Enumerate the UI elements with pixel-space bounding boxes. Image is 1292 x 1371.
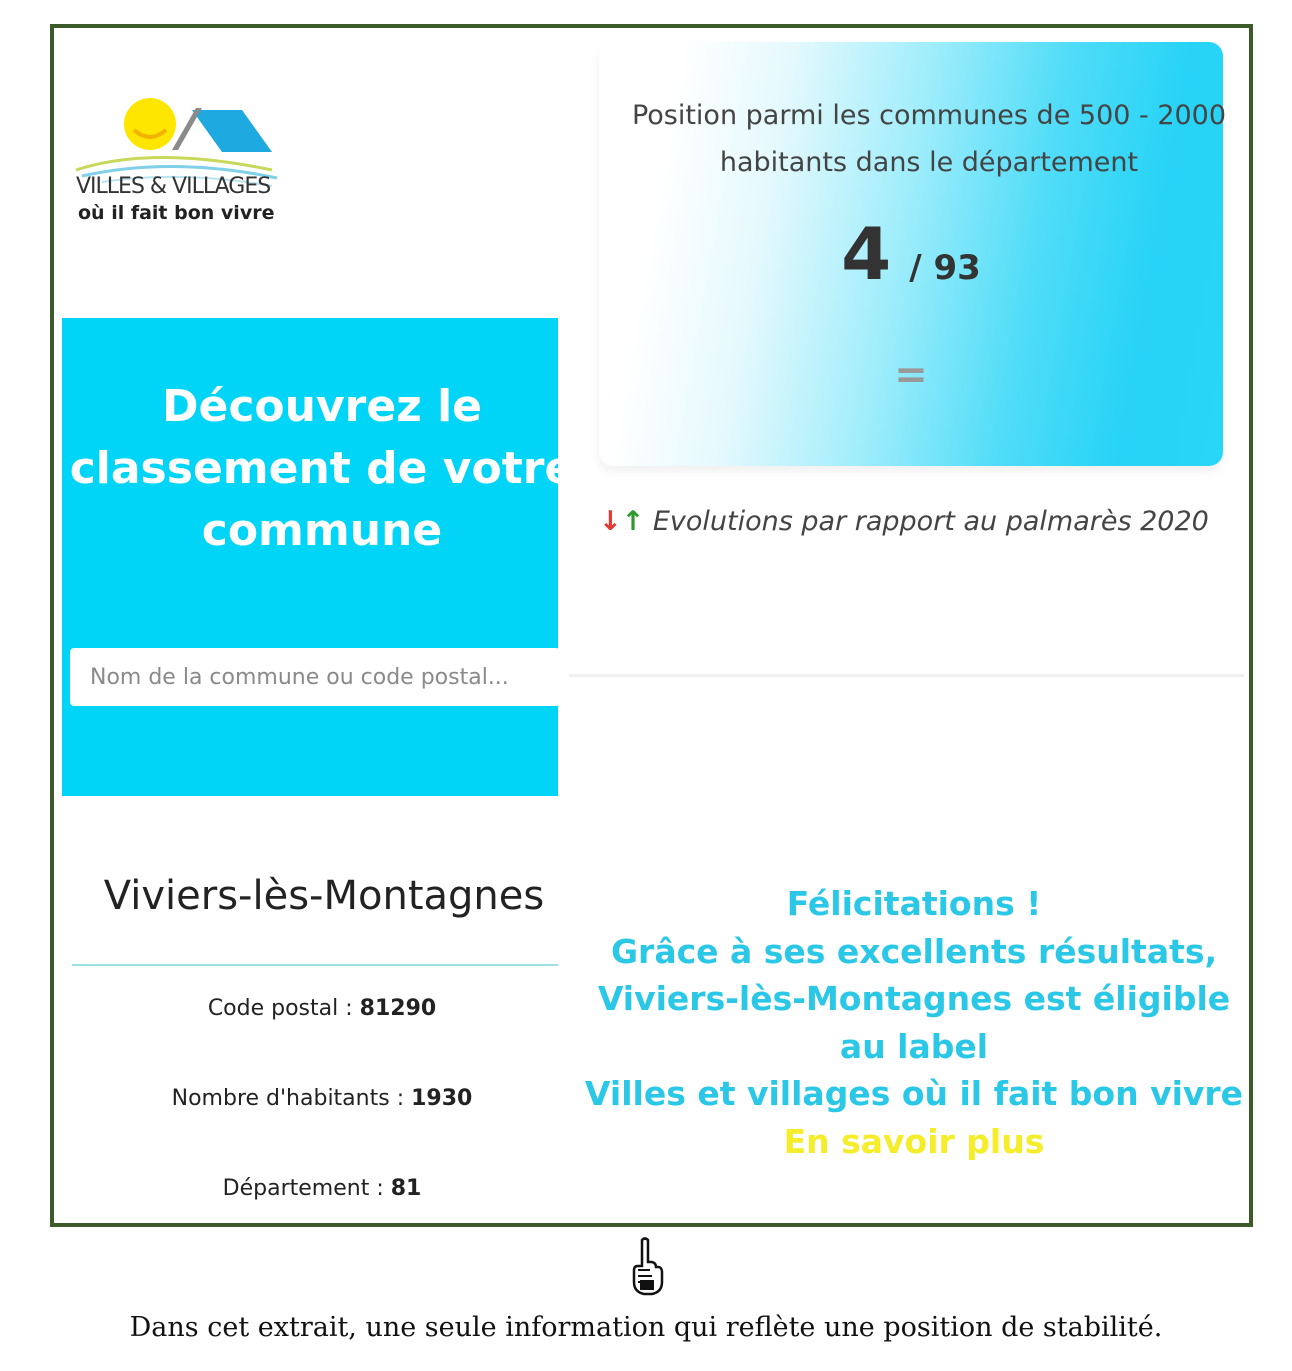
- trend-equal-icon: =: [894, 352, 928, 398]
- commune-search-input[interactable]: [70, 648, 560, 706]
- congrats-line: Villes et villages où il fait bon vivre: [584, 1074, 1244, 1113]
- learn-more-link[interactable]: En savoir plus: [783, 1121, 1045, 1161]
- congratulations-block: [584, 880, 1244, 1165]
- arrow-up-icon: ↑: [621, 506, 645, 537]
- evolution-text: Evolutions par rapport au palmarès 2020: [652, 506, 1209, 537]
- congrats-line: au label: [839, 1026, 989, 1066]
- position-title: Position parmi les communes de 500 - 2000 habitants dans le département: [631, 100, 1227, 178]
- logo-title: VILLES & VILLAGES: [76, 174, 271, 199]
- department-row: [72, 1176, 572, 1201]
- search-title: Découvrez le classement de votre commune: [69, 381, 575, 556]
- search-panel: [62, 318, 575, 796]
- commune-name: Viviers-lès-Montagnes: [103, 873, 545, 919]
- caption-text: Dans cet extrait, une seule information qui reflète une position de stabilité.: [129, 1312, 1163, 1343]
- rank-total: / 93: [909, 248, 981, 288]
- department-label: Département :: [222, 1176, 391, 1201]
- hand-pointing-up-icon: [626, 1236, 666, 1296]
- evolution-note: [599, 506, 1239, 537]
- congrats-line: Viviers-lès-Montagnes est éligible: [597, 979, 1231, 1018]
- position-card: [599, 42, 1227, 466]
- congrats-line: Félicitations !: [786, 884, 1042, 923]
- inhabitants-label: Nombre d'habitants :: [171, 1086, 412, 1111]
- department-value: 81: [390, 1176, 422, 1201]
- arrow-down-icon: ↓: [599, 506, 622, 537]
- divider: [72, 964, 558, 966]
- postal-code-value: 81290: [359, 996, 437, 1021]
- logo-sun: [124, 98, 176, 150]
- postal-code-label: Code postal :: [207, 996, 360, 1021]
- postal-code-row: [72, 996, 572, 1021]
- inhabitants-row: [72, 1086, 572, 1111]
- inhabitants-value: 1930: [411, 1086, 473, 1111]
- position-rank: [599, 212, 1223, 296]
- screenshot-frame: [50, 24, 1253, 1227]
- logo-roof: [192, 110, 272, 152]
- rank-value: 4: [841, 212, 892, 296]
- congrats-line: Grâce à ses excellents résultats,: [610, 931, 1218, 971]
- section-divider: [569, 674, 1244, 677]
- logo-tagline: où il fait bon vivre: [78, 202, 275, 224]
